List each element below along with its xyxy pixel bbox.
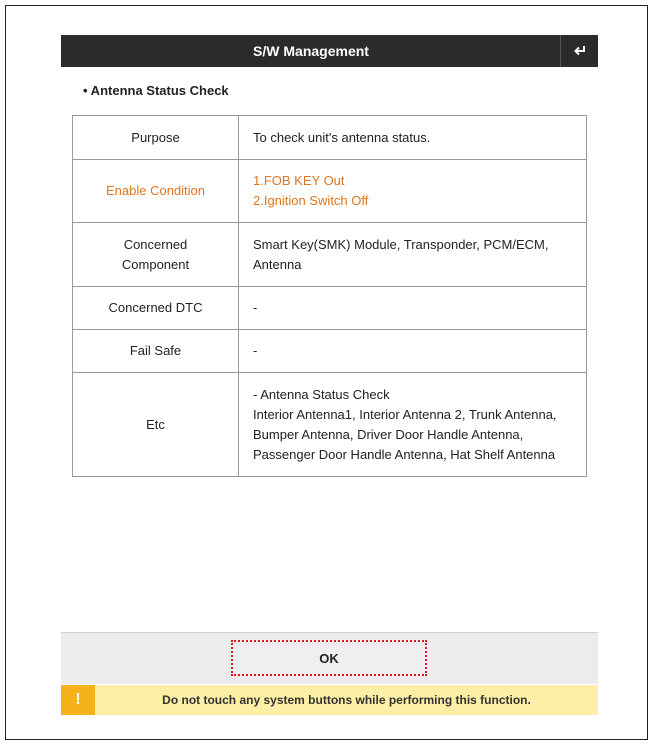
- app-screen: [61, 35, 598, 715]
- row-label: Concerned DTC: [73, 287, 239, 330]
- label-line: Concerned: [123, 236, 188, 252]
- row-value: [239, 160, 587, 223]
- value-line: Antenna: [253, 256, 302, 272]
- row-value: [239, 373, 587, 477]
- row-value: [239, 287, 587, 330]
- table-row-etc: [73, 373, 587, 477]
- section-title: • Antenna Status Check: [83, 83, 229, 98]
- row-value: [239, 330, 587, 373]
- row-label: Etc: [73, 373, 239, 477]
- title-bar: [61, 35, 598, 67]
- row-label: Purpose: [73, 116, 239, 160]
- table-row-enable-condition: [73, 160, 587, 223]
- table-row-fail-safe: [73, 330, 587, 373]
- value-line: Bumper Antenna, Driver Door Handle Antenna,: [253, 426, 524, 442]
- value-line: - Antenna Status Check: [253, 386, 390, 402]
- value-line: Interior Antenna1, Interior Antenna 2, Trunk Antenna,: [253, 406, 557, 422]
- bottom-bar: [61, 632, 598, 684]
- warning-bar: [61, 685, 598, 715]
- ok-button[interactable]: OK: [231, 640, 427, 676]
- value-line: Passenger Door Handle Antenna, Hat Shelf Antenna: [253, 446, 556, 462]
- value-line: 1.FOB KEY Out: [253, 173, 345, 188]
- value-line: -: [253, 343, 258, 358]
- value-line: 2.Ignition Switch Off: [253, 193, 369, 208]
- back-button[interactable]: [560, 35, 598, 67]
- table-row-concerned-dtc: [73, 287, 587, 330]
- page-title: S/W Management: [253, 43, 369, 59]
- row-label: Fail Safe: [73, 330, 239, 373]
- row-label: [73, 223, 239, 287]
- return-arrow-icon: [572, 43, 588, 59]
- table-row-purpose: [73, 116, 587, 160]
- row-value: [239, 223, 587, 287]
- warning-icon: !: [61, 685, 95, 715]
- row-label: Enable Condition: [73, 160, 239, 223]
- warning-text: Do not touch any system buttons while performing this function.: [162, 693, 531, 707]
- value-line: Smart Key(SMK) Module, Transponder, PCM/ECM,: [253, 236, 549, 252]
- label-line: Component: [121, 256, 190, 272]
- info-table: [72, 115, 587, 477]
- value-line: -: [253, 300, 258, 315]
- row-value: [239, 116, 587, 160]
- table-row-concerned-component: [73, 223, 587, 287]
- value-line: To check unit's antenna status.: [253, 129, 431, 145]
